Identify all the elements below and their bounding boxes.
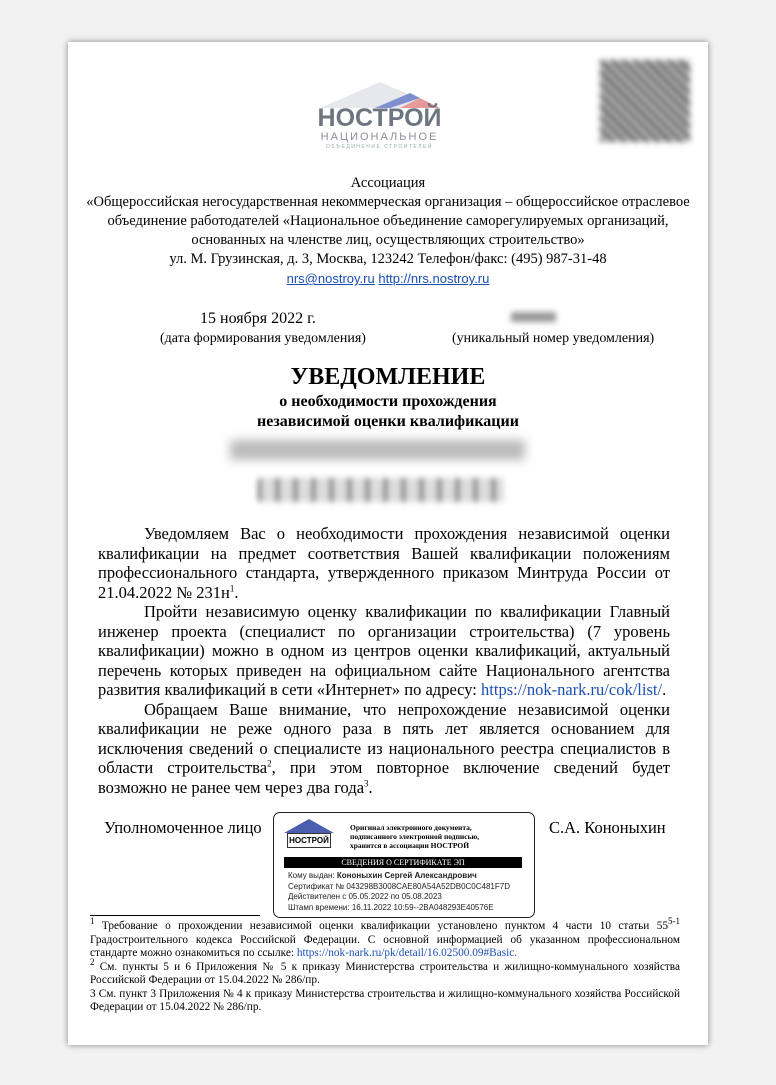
stamp-logo-text: НОСТРОЙ: [287, 833, 331, 848]
footnote-1: [90, 916, 680, 961]
text: Уведомляем Вас о необходимости прохождения независимой оценки квалификации на предмет соответствия Вашей квалификации положениям профессионального стандарта, утвержденного приказом Минтруда России от 21.04.2022 № 231н: [98, 524, 670, 602]
footnote-2: [90, 956, 680, 988]
document-body: [98, 524, 670, 797]
recipient-id-blurred: [258, 478, 504, 502]
stamp-details: [288, 871, 510, 913]
footnote-num: 1: [90, 916, 95, 927]
site-link[interactable]: http://nrs.nostroy.ru: [378, 271, 490, 286]
text: См. пункты 5 и 6 Приложения № 5 к приказу Министерства строительства и жилищно-коммунального хозяйства Российской Федерации от 15.04.2022 № 286/пр.: [90, 960, 680, 986]
footnote-ref: 1: [229, 583, 235, 593]
subtitle-line: о необходимости прохождения: [279, 393, 497, 410]
subtitle-line: независимой оценки квалификации: [257, 413, 519, 430]
issued-to: Кононыхин Сергей Александрович: [336, 871, 477, 880]
qr-code-blurred: [600, 60, 690, 142]
validity: Действителен с 05.05.2022 по 05.08.2023: [288, 892, 442, 901]
text: Обращаем Ваше внимание, что непрохождение независимой оценки квалификации не реже одного раза в пять лет является основанием для исключения сведений о специалисте из национального реестра специалистов в области строительства: [98, 699, 670, 777]
cok-list-link[interactable]: https://nok-nark.ru/cok/list/: [481, 680, 663, 699]
text: .: [368, 777, 373, 797]
header-line: основанных на членстве лиц, осуществляющих строительство»: [191, 232, 585, 248]
paragraph-1: [98, 524, 670, 602]
nostroy-logo: НОСТРОЙ НАЦИОНАЛЬНОЕ ОБЪЕДИНЕНИЕ СТРОИТЕЛЕЙ: [312, 82, 447, 152]
date-caption: (дата формирования уведомления): [160, 331, 366, 346]
text: , при этом повторное включение сведений будет возможно не ранее чем через два года: [98, 758, 670, 797]
signatory-title: Уполномоченное лицо: [104, 818, 262, 837]
text: Градостроительного кодекса Российской Федерации. С основной информацией об указанном профессиональном стандарте можно ознакомиться по ссылке:: [90, 933, 680, 959]
paragraph-3: [98, 700, 670, 798]
stamp-bar: СВЕДЕНИЯ О СЕРТИФИКАТЕ ЭП: [284, 857, 522, 868]
footnotes: [90, 916, 680, 1015]
header-line: объединение работодателей «Национальное объединение саморегулируемых организаций,: [107, 213, 669, 229]
text: Пройти независимую оценку квалификации по квалификации Главный инженер проекта (специалист по организации строительства) (7 уровень квалификации) можно в одном из центров оценки квалификаций, актуальный перечень которых приведен на официальном сайте Национального агентства развития квалификаций в сети «Интернет» по адресу:: [98, 602, 670, 699]
number-caption: (уникальный номер уведомления): [452, 331, 655, 346]
certificate-number: Сертификат № 043298B3008CAE80A54A52DB0C0C481F7D: [288, 881, 510, 891]
text: Требование о прохождении независимой оценки квалификации установлено пунктом 4 части 10 статьи 55: [94, 920, 668, 932]
stamp-heading-line: хранится в ассоциации НОСТРОЙ: [350, 841, 470, 850]
header-line: «Общероссийская негосударственная некоммерческая организация – общероссийское отраслевое: [86, 194, 690, 210]
text: .: [662, 680, 667, 699]
stamp-heading-line: Оригинал электронного документа,: [350, 823, 472, 832]
stamp-logo: [284, 819, 334, 857]
sup: 5-1: [668, 916, 680, 927]
footnote-3: 3 См. пункт 3 Приложения № 4 к приказу Министерства строительства и жилищно-коммунального хозяйства Российской Федерации от 15.04.2022 № 286/пр.: [90, 987, 680, 1013]
timestamp: Штамп времени: 16.11.2022 10:59--2BA048293E40576E: [288, 902, 494, 912]
notice-number-blurred: [511, 312, 556, 322]
document-page: [68, 42, 708, 1045]
footnote-divider: [90, 915, 260, 916]
footnote-ref: 3: [364, 778, 369, 788]
footnote-num: 2: [90, 956, 95, 967]
issued-label: Кому выдан:: [288, 871, 337, 880]
standard-link[interactable]: https://nok-nark.ru/pk/detail/16.02500.09#Basic.: [296, 947, 518, 959]
e-signature-stamp: [273, 812, 535, 918]
document-title: УВЕДОМЛЕНИЕ: [290, 364, 486, 390]
header-line: Ассоциация: [350, 175, 426, 191]
header-address: ул. М. Грузинская, д. 3, Москва, 123242 Телефон/факс: (495) 987-31-48: [169, 251, 607, 267]
footnote-ref: 2: [267, 758, 272, 769]
document-subtitle: [68, 392, 708, 432]
notice-date: 15 ноября 2022 г.: [200, 310, 316, 327]
email-link[interactable]: nrs@nostroy.ru: [286, 271, 375, 286]
signatory-name: С.А. Кононыхин: [549, 818, 666, 837]
stamp-heading-line: подписанного электронной подписью,: [350, 832, 480, 841]
recipient-name-blurred: [230, 440, 525, 460]
text: .: [234, 582, 239, 602]
paragraph-2: [98, 602, 670, 700]
organization-header: [68, 174, 708, 289]
stamp-heading: [350, 823, 479, 850]
